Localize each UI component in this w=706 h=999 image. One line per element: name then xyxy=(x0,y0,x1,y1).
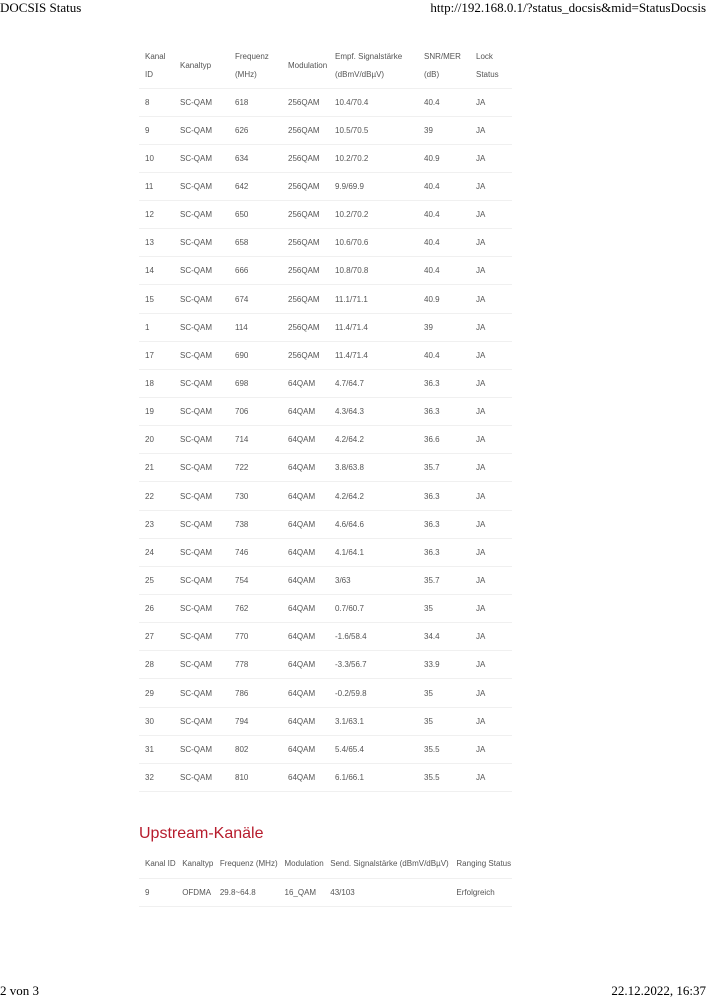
cell-kanal-id: 18 xyxy=(139,369,174,397)
cell-frequenz: 810 xyxy=(229,763,282,791)
cell-modulation: 256QAM xyxy=(282,229,329,257)
cell-frequenz: 618 xyxy=(229,88,282,116)
cell-frequenz: 802 xyxy=(229,735,282,763)
cell-modulation: 64QAM xyxy=(282,763,329,791)
cell-kanal-id: 28 xyxy=(139,651,174,679)
cell-frequenz: 114 xyxy=(229,313,282,341)
cell-lock-status: JA xyxy=(470,510,512,538)
downstream-row xyxy=(139,398,512,426)
cell-kanaltyp: SC-QAM xyxy=(174,538,229,566)
cell-snr-mer: 40.4 xyxy=(418,341,470,369)
cell-kanaltyp: SC-QAM xyxy=(174,144,229,172)
cell-signalstaerke: 11.4/71.4 xyxy=(329,341,418,369)
downstream-table xyxy=(139,44,512,792)
cell-frequenz: 690 xyxy=(229,341,282,369)
cell-kanal-id: 22 xyxy=(139,482,174,510)
downstream-row xyxy=(139,679,512,707)
cell-snr-mer: 40.4 xyxy=(418,172,470,200)
cell-modulation: 256QAM xyxy=(282,257,329,285)
cell-frequenz: 698 xyxy=(229,369,282,397)
cell-frequenz: 794 xyxy=(229,707,282,735)
cell-snr-mer: 36.3 xyxy=(418,398,470,426)
cell-sendesignalstaerke: 43/103 xyxy=(324,878,450,906)
cell-signalstaerke: -3.3/56.7 xyxy=(329,651,418,679)
cell-kanaltyp: OFDMA xyxy=(176,878,214,906)
cell-modulation: 16_QAM xyxy=(279,878,325,906)
downstream-row xyxy=(139,313,512,341)
print-footer xyxy=(0,983,706,999)
downstream-row xyxy=(139,88,512,116)
downstream-row xyxy=(139,172,512,200)
cell-kanaltyp: SC-QAM xyxy=(174,201,229,229)
downstream-row xyxy=(139,341,512,369)
header-kanal-id: Kanal ID xyxy=(139,850,176,878)
upstream-row xyxy=(139,878,512,906)
cell-kanaltyp: SC-QAM xyxy=(174,566,229,594)
downstream-row xyxy=(139,285,512,313)
cell-lock-status: JA xyxy=(470,595,512,623)
cell-frequenz: 642 xyxy=(229,172,282,200)
cell-snr-mer: 35.5 xyxy=(418,763,470,791)
cell-kanal-id: 14 xyxy=(139,257,174,285)
cell-frequenz: 730 xyxy=(229,482,282,510)
cell-kanaltyp: SC-QAM xyxy=(174,172,229,200)
cell-snr-mer: 33.9 xyxy=(418,651,470,679)
cell-modulation: 64QAM xyxy=(282,482,329,510)
cell-snr-mer: 40.4 xyxy=(418,88,470,116)
cell-signalstaerke: 4.1/64.1 xyxy=(329,538,418,566)
cell-frequenz: 762 xyxy=(229,595,282,623)
cell-kanaltyp: SC-QAM xyxy=(174,426,229,454)
cell-frequenz: 634 xyxy=(229,144,282,172)
cell-lock-status: JA xyxy=(470,398,512,426)
cell-frequenz: 746 xyxy=(229,538,282,566)
cell-signalstaerke: 10.5/70.5 xyxy=(329,116,418,144)
print-header xyxy=(0,0,706,16)
header-lock-status: Lock Status xyxy=(470,44,512,88)
cell-lock-status: JA xyxy=(470,369,512,397)
cell-modulation: 64QAM xyxy=(282,595,329,623)
downstream-row xyxy=(139,707,512,735)
downstream-row xyxy=(139,454,512,482)
upstream-table xyxy=(139,850,512,907)
cell-kanaltyp: SC-QAM xyxy=(174,229,229,257)
cell-lock-status: JA xyxy=(470,341,512,369)
cell-frequenz: 658 xyxy=(229,229,282,257)
cell-lock-status: JA xyxy=(470,735,512,763)
upstream-header-row xyxy=(139,850,512,878)
cell-kanal-id: 20 xyxy=(139,426,174,454)
cell-frequenz: 722 xyxy=(229,454,282,482)
cell-kanaltyp: SC-QAM xyxy=(174,454,229,482)
downstream-row xyxy=(139,257,512,285)
cell-kanal-id: 11 xyxy=(139,172,174,200)
cell-snr-mer: 40.9 xyxy=(418,285,470,313)
cell-lock-status: JA xyxy=(470,172,512,200)
cell-kanaltyp: SC-QAM xyxy=(174,313,229,341)
header-sendesignalstaerke: Send. Signalstärke (dBmV/dBµV) xyxy=(324,850,450,878)
header-signalstaerke: Empf. Signalstärke (dBmV/dBµV) xyxy=(329,44,418,88)
cell-kanaltyp: SC-QAM xyxy=(174,88,229,116)
cell-snr-mer: 36.3 xyxy=(418,482,470,510)
cell-snr-mer: 40.4 xyxy=(418,229,470,257)
downstream-row xyxy=(139,201,512,229)
cell-lock-status: JA xyxy=(470,566,512,594)
cell-signalstaerke: 11.1/71.1 xyxy=(329,285,418,313)
header-kanaltyp: Kanaltyp xyxy=(176,850,214,878)
cell-signalstaerke: 3/63 xyxy=(329,566,418,594)
downstream-row xyxy=(139,735,512,763)
cell-snr-mer: 35 xyxy=(418,595,470,623)
cell-signalstaerke: 5.4/65.4 xyxy=(329,735,418,763)
cell-kanaltyp: SC-QAM xyxy=(174,623,229,651)
print-page-url: http://192.168.0.1/?status_docsis&mid=StatusDocsis xyxy=(430,0,706,15)
cell-kanaltyp: SC-QAM xyxy=(174,482,229,510)
cell-signalstaerke: 4.6/64.6 xyxy=(329,510,418,538)
cell-lock-status: JA xyxy=(470,257,512,285)
cell-modulation: 64QAM xyxy=(282,426,329,454)
cell-signalstaerke: 10.6/70.6 xyxy=(329,229,418,257)
cell-snr-mer: 40.4 xyxy=(418,257,470,285)
cell-kanal-id: 30 xyxy=(139,707,174,735)
cell-frequenz: 626 xyxy=(229,116,282,144)
cell-kanal-id: 32 xyxy=(139,763,174,791)
cell-kanaltyp: SC-QAM xyxy=(174,116,229,144)
cell-snr-mer: 39 xyxy=(418,313,470,341)
cell-signalstaerke: 10.2/70.2 xyxy=(329,201,418,229)
print-page-number: 2 von 3 xyxy=(0,983,39,998)
cell-modulation: 256QAM xyxy=(282,116,329,144)
header-modulation: Modulation xyxy=(279,850,325,878)
cell-kanal-id: 17 xyxy=(139,341,174,369)
downstream-table-body xyxy=(139,88,512,792)
cell-lock-status: JA xyxy=(470,313,512,341)
cell-modulation: 64QAM xyxy=(282,510,329,538)
cell-modulation: 64QAM xyxy=(282,707,329,735)
cell-kanal-id: 9 xyxy=(139,878,176,906)
cell-modulation: 256QAM xyxy=(282,172,329,200)
cell-signalstaerke: 6.1/66.1 xyxy=(329,763,418,791)
cell-kanal-id: 12 xyxy=(139,201,174,229)
cell-signalstaerke: 11.4/71.4 xyxy=(329,313,418,341)
cell-frequenz: 650 xyxy=(229,201,282,229)
cell-frequenz: 714 xyxy=(229,426,282,454)
cell-kanaltyp: SC-QAM xyxy=(174,369,229,397)
cell-frequenz: 29.8~64.8 xyxy=(214,878,279,906)
cell-snr-mer: 35 xyxy=(418,707,470,735)
header-frequenz: Frequenz (MHz) xyxy=(229,44,282,88)
cell-kanal-id: 19 xyxy=(139,398,174,426)
cell-kanal-id: 8 xyxy=(139,88,174,116)
cell-frequenz: 770 xyxy=(229,623,282,651)
cell-kanaltyp: SC-QAM xyxy=(174,735,229,763)
cell-lock-status: JA xyxy=(470,426,512,454)
cell-frequenz: 786 xyxy=(229,679,282,707)
cell-kanal-id: 10 xyxy=(139,144,174,172)
cell-kanaltyp: SC-QAM xyxy=(174,341,229,369)
cell-snr-mer: 40.9 xyxy=(418,144,470,172)
cell-lock-status: JA xyxy=(470,285,512,313)
cell-lock-status: JA xyxy=(470,623,512,651)
downstream-row xyxy=(139,144,512,172)
cell-signalstaerke: 4.7/64.7 xyxy=(329,369,418,397)
cell-kanaltyp: SC-QAM xyxy=(174,679,229,707)
cell-snr-mer: 35.5 xyxy=(418,735,470,763)
cell-snr-mer: 40.4 xyxy=(418,201,470,229)
cell-kanal-id: 26 xyxy=(139,595,174,623)
header-kanal-id: Kanal ID xyxy=(139,44,174,88)
cell-lock-status: JA xyxy=(470,229,512,257)
cell-kanal-id: 13 xyxy=(139,229,174,257)
cell-lock-status: JA xyxy=(470,88,512,116)
downstream-row xyxy=(139,510,512,538)
cell-modulation: 256QAM xyxy=(282,285,329,313)
cell-modulation: 64QAM xyxy=(282,735,329,763)
header-ranging-status: Ranging Status xyxy=(450,850,512,878)
cell-modulation: 256QAM xyxy=(282,341,329,369)
cell-kanal-id: 29 xyxy=(139,679,174,707)
cell-modulation: 64QAM xyxy=(282,398,329,426)
downstream-row xyxy=(139,426,512,454)
cell-kanaltyp: SC-QAM xyxy=(174,651,229,679)
cell-snr-mer: 36.3 xyxy=(418,510,470,538)
cell-modulation: 64QAM xyxy=(282,538,329,566)
upstream-section-title: Upstream-Kanäle xyxy=(139,825,264,843)
cell-lock-status: JA xyxy=(470,679,512,707)
print-datetime: 22.12.2022, 16:37 xyxy=(611,983,706,998)
cell-frequenz: 754 xyxy=(229,566,282,594)
cell-kanal-id: 31 xyxy=(139,735,174,763)
cell-modulation: 64QAM xyxy=(282,651,329,679)
cell-modulation: 64QAM xyxy=(282,623,329,651)
cell-kanaltyp: SC-QAM xyxy=(174,510,229,538)
cell-frequenz: 738 xyxy=(229,510,282,538)
cell-lock-status: JA xyxy=(470,651,512,679)
cell-modulation: 64QAM xyxy=(282,679,329,707)
downstream-row xyxy=(139,566,512,594)
downstream-row xyxy=(139,651,512,679)
cell-snr-mer: 35.7 xyxy=(418,566,470,594)
cell-signalstaerke: 9.9/69.9 xyxy=(329,172,418,200)
cell-snr-mer: 36.6 xyxy=(418,426,470,454)
cell-lock-status: JA xyxy=(470,454,512,482)
cell-frequenz: 706 xyxy=(229,398,282,426)
cell-modulation: 64QAM xyxy=(282,369,329,397)
cell-kanaltyp: SC-QAM xyxy=(174,398,229,426)
docsis-status-content xyxy=(139,44,512,907)
cell-kanal-id: 21 xyxy=(139,454,174,482)
header-snr-mer: SNR/MER (dB) xyxy=(418,44,470,88)
cell-snr-mer: 35 xyxy=(418,679,470,707)
header-modulation: Modulation xyxy=(282,44,329,88)
cell-modulation: 256QAM xyxy=(282,201,329,229)
downstream-row xyxy=(139,623,512,651)
cell-signalstaerke: 4.2/64.2 xyxy=(329,426,418,454)
cell-kanal-id: 23 xyxy=(139,510,174,538)
downstream-row xyxy=(139,763,512,791)
downstream-row xyxy=(139,229,512,257)
downstream-row xyxy=(139,595,512,623)
cell-signalstaerke: 10.8/70.8 xyxy=(329,257,418,285)
cell-kanal-id: 15 xyxy=(139,285,174,313)
cell-signalstaerke: 10.2/70.2 xyxy=(329,144,418,172)
cell-signalstaerke: 4.3/64.3 xyxy=(329,398,418,426)
header-frequenz: Frequenz (MHz) xyxy=(214,850,279,878)
cell-signalstaerke: 10.4/70.4 xyxy=(329,88,418,116)
cell-lock-status: JA xyxy=(470,538,512,566)
cell-modulation: 64QAM xyxy=(282,454,329,482)
header-kanaltyp: Kanaltyp xyxy=(174,44,229,88)
cell-frequenz: 778 xyxy=(229,651,282,679)
cell-modulation: 64QAM xyxy=(282,566,329,594)
cell-lock-status: JA xyxy=(470,201,512,229)
cell-modulation: 256QAM xyxy=(282,144,329,172)
cell-lock-status: JA xyxy=(470,116,512,144)
downstream-row xyxy=(139,116,512,144)
cell-kanaltyp: SC-QAM xyxy=(174,763,229,791)
cell-snr-mer: 36.3 xyxy=(418,369,470,397)
cell-kanaltyp: SC-QAM xyxy=(174,285,229,313)
cell-modulation: 256QAM xyxy=(282,88,329,116)
cell-signalstaerke: 0.7/60.7 xyxy=(329,595,418,623)
cell-snr-mer: 39 xyxy=(418,116,470,144)
cell-kanaltyp: SC-QAM xyxy=(174,257,229,285)
cell-modulation: 256QAM xyxy=(282,313,329,341)
downstream-row xyxy=(139,538,512,566)
upstream-table-body xyxy=(139,878,512,906)
cell-lock-status: JA xyxy=(470,763,512,791)
cell-lock-status: JA xyxy=(470,707,512,735)
downstream-row xyxy=(139,369,512,397)
cell-kanal-id: 25 xyxy=(139,566,174,594)
print-page-title: DOCSIS Status xyxy=(0,0,82,15)
cell-signalstaerke: 3.1/63.1 xyxy=(329,707,418,735)
cell-lock-status: JA xyxy=(470,144,512,172)
cell-kanaltyp: SC-QAM xyxy=(174,707,229,735)
cell-kanal-id: 27 xyxy=(139,623,174,651)
cell-lock-status: JA xyxy=(470,482,512,510)
cell-kanal-id: 1 xyxy=(139,313,174,341)
cell-signalstaerke: -0.2/59.8 xyxy=(329,679,418,707)
downstream-header-row xyxy=(139,44,512,88)
cell-signalstaerke: -1.6/58.4 xyxy=(329,623,418,651)
cell-kanal-id: 24 xyxy=(139,538,174,566)
cell-frequenz: 674 xyxy=(229,285,282,313)
cell-ranging-status: Erfolgreich xyxy=(450,878,512,906)
cell-signalstaerke: 3.8/63.8 xyxy=(329,454,418,482)
cell-snr-mer: 36.3 xyxy=(418,538,470,566)
cell-kanal-id: 9 xyxy=(139,116,174,144)
downstream-row xyxy=(139,482,512,510)
cell-snr-mer: 34.4 xyxy=(418,623,470,651)
cell-kanaltyp: SC-QAM xyxy=(174,595,229,623)
cell-signalstaerke: 4.2/64.2 xyxy=(329,482,418,510)
cell-snr-mer: 35.7 xyxy=(418,454,470,482)
cell-frequenz: 666 xyxy=(229,257,282,285)
